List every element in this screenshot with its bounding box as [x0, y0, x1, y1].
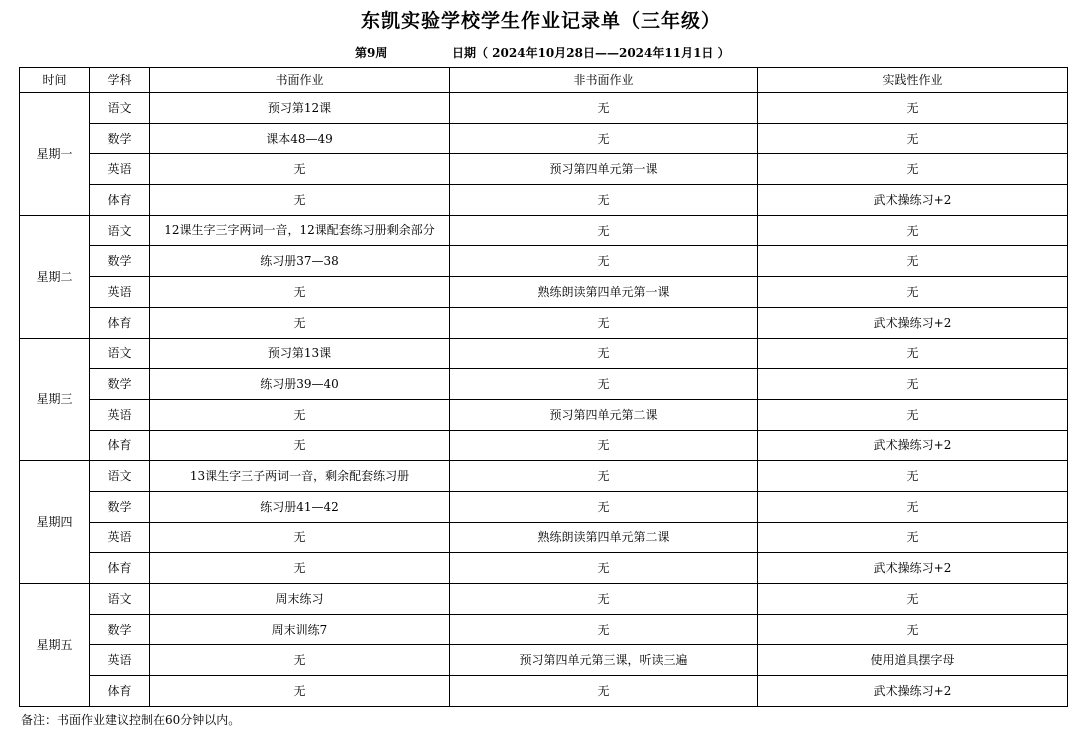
subject-cell: 数学 — [90, 123, 150, 154]
subject-cell: 英语 — [90, 522, 150, 553]
nonwritten-cell: 预习第四单元第二课 — [450, 399, 758, 430]
nonwritten-cell: 熟练朗读第四单元第二课 — [450, 522, 758, 553]
nonwritten-cell: 无 — [450, 246, 758, 277]
nonwritten-cell: 无 — [450, 369, 758, 400]
subject-cell: 体育 — [90, 185, 150, 216]
nonwritten-cell: 无 — [450, 430, 758, 461]
header-nonwritten: 非书面作业 — [450, 68, 758, 93]
practice-cell: 无 — [758, 584, 1068, 615]
table-header-row — [20, 68, 1068, 93]
nonwritten-cell: 预习第四单元第三课，听读三遍 — [450, 645, 758, 676]
subject-cell: 英语 — [90, 277, 150, 308]
homework-table — [19, 67, 1068, 707]
written-cell: 无 — [150, 553, 450, 584]
practice-cell: 使用道具摆字母 — [758, 645, 1068, 676]
written-cell: 练习册37—38 — [150, 246, 450, 277]
nonwritten-cell: 预习第四单元第一课 — [450, 154, 758, 185]
practice-cell: 武术操练习+2 — [758, 307, 1068, 338]
date-range: 日期（ 2024年10月28日——2024年11月1日 ） — [452, 46, 730, 60]
written-cell: 无 — [150, 522, 450, 553]
practice-cell: 无 — [758, 93, 1068, 124]
table-row — [20, 430, 1068, 461]
subject-cell: 体育 — [90, 553, 150, 584]
subject-cell: 语文 — [90, 338, 150, 369]
subject-cell: 数学 — [90, 491, 150, 522]
practice-cell: 无 — [758, 522, 1068, 553]
table-row — [20, 399, 1068, 430]
subject-cell: 语文 — [90, 215, 150, 246]
subject-cell: 数学 — [90, 246, 150, 277]
table-row — [20, 338, 1068, 369]
written-cell: 周末训练7 — [150, 614, 450, 645]
nonwritten-cell: 熟练朗读第四单元第一课 — [450, 277, 758, 308]
day-cell: 星期五 — [20, 584, 90, 707]
subject-cell: 英语 — [90, 399, 150, 430]
practice-cell: 无 — [758, 614, 1068, 645]
table-row — [20, 491, 1068, 522]
table-row — [20, 614, 1068, 645]
nonwritten-cell: 无 — [450, 123, 758, 154]
practice-cell: 无 — [758, 369, 1068, 400]
week-label: 第9周 — [355, 46, 388, 60]
nonwritten-cell: 无 — [450, 553, 758, 584]
day-cell: 星期二 — [20, 215, 90, 338]
subject-cell: 英语 — [90, 154, 150, 185]
written-cell: 13课生字三子两词一音，剩余配套练习册 — [150, 461, 450, 492]
table-row — [20, 307, 1068, 338]
practice-cell: 无 — [758, 461, 1068, 492]
written-cell: 无 — [150, 399, 450, 430]
nonwritten-cell: 无 — [450, 491, 758, 522]
practice-cell: 无 — [758, 399, 1068, 430]
page-title: 东凯实验学校学生作业记录单（三年级） — [360, 10, 721, 32]
nonwritten-cell: 无 — [450, 461, 758, 492]
practice-cell: 无 — [758, 154, 1068, 185]
written-cell: 练习册39—40 — [150, 369, 450, 400]
subject-cell: 英语 — [90, 645, 150, 676]
practice-cell: 无 — [758, 215, 1068, 246]
table-row — [20, 584, 1068, 615]
written-cell: 无 — [150, 645, 450, 676]
day-cell: 星期四 — [20, 461, 90, 584]
written-cell: 无 — [150, 430, 450, 461]
nonwritten-cell: 无 — [450, 584, 758, 615]
table-row — [20, 522, 1068, 553]
practice-cell: 武术操练习+2 — [758, 430, 1068, 461]
practice-cell: 无 — [758, 277, 1068, 308]
nonwritten-cell: 无 — [450, 215, 758, 246]
written-cell: 练习册41—42 — [150, 491, 450, 522]
practice-cell: 武术操练习+2 — [758, 676, 1068, 707]
subject-cell: 语文 — [90, 584, 150, 615]
written-cell: 预习第13课 — [150, 338, 450, 369]
subject-cell: 数学 — [90, 614, 150, 645]
table-row — [20, 553, 1068, 584]
written-cell: 无 — [150, 154, 450, 185]
header-time: 时间 — [20, 68, 90, 93]
subject-cell: 体育 — [90, 307, 150, 338]
subject-cell: 语文 — [90, 461, 150, 492]
practice-cell: 无 — [758, 491, 1068, 522]
header-subject: 学科 — [90, 68, 150, 93]
table-row — [20, 185, 1068, 216]
header-practice: 实践性作业 — [758, 68, 1068, 93]
practice-cell: 无 — [758, 246, 1068, 277]
nonwritten-cell: 无 — [450, 614, 758, 645]
nonwritten-cell: 无 — [450, 676, 758, 707]
written-cell: 无 — [150, 307, 450, 338]
table-row — [20, 246, 1068, 277]
nonwritten-cell: 无 — [450, 307, 758, 338]
table-row — [20, 93, 1068, 124]
practice-cell: 无 — [758, 123, 1068, 154]
practice-cell: 武术操练习+2 — [758, 185, 1068, 216]
practice-cell: 武术操练习+2 — [758, 553, 1068, 584]
day-cell: 星期一 — [20, 93, 90, 216]
header-written: 书面作业 — [150, 68, 450, 93]
written-cell: 课本48—49 — [150, 123, 450, 154]
table-row — [20, 645, 1068, 676]
day-cell: 星期三 — [20, 338, 90, 461]
nonwritten-cell: 无 — [450, 338, 758, 369]
table-row — [20, 277, 1068, 308]
subject-cell: 语文 — [90, 93, 150, 124]
written-cell: 无 — [150, 185, 450, 216]
table-row — [20, 369, 1068, 400]
subject-cell: 数学 — [90, 369, 150, 400]
subject-cell: 体育 — [90, 430, 150, 461]
subtitle — [0, 42, 1082, 62]
footnote: 备注：书面作业建议控制在60分钟以内。 — [21, 713, 241, 727]
practice-cell: 无 — [758, 338, 1068, 369]
written-cell: 无 — [150, 676, 450, 707]
subject-cell: 体育 — [90, 676, 150, 707]
written-cell: 预习第12课 — [150, 93, 450, 124]
written-cell: 无 — [150, 277, 450, 308]
table-row — [20, 676, 1068, 707]
table-row — [20, 461, 1068, 492]
table-row — [20, 154, 1068, 185]
written-cell: 12课生字三字两词一音，12课配套练习册剩余部分 — [150, 215, 450, 246]
table-row — [20, 123, 1068, 154]
table-row — [20, 215, 1068, 246]
written-cell: 周末练习 — [150, 584, 450, 615]
nonwritten-cell: 无 — [450, 93, 758, 124]
nonwritten-cell: 无 — [450, 185, 758, 216]
